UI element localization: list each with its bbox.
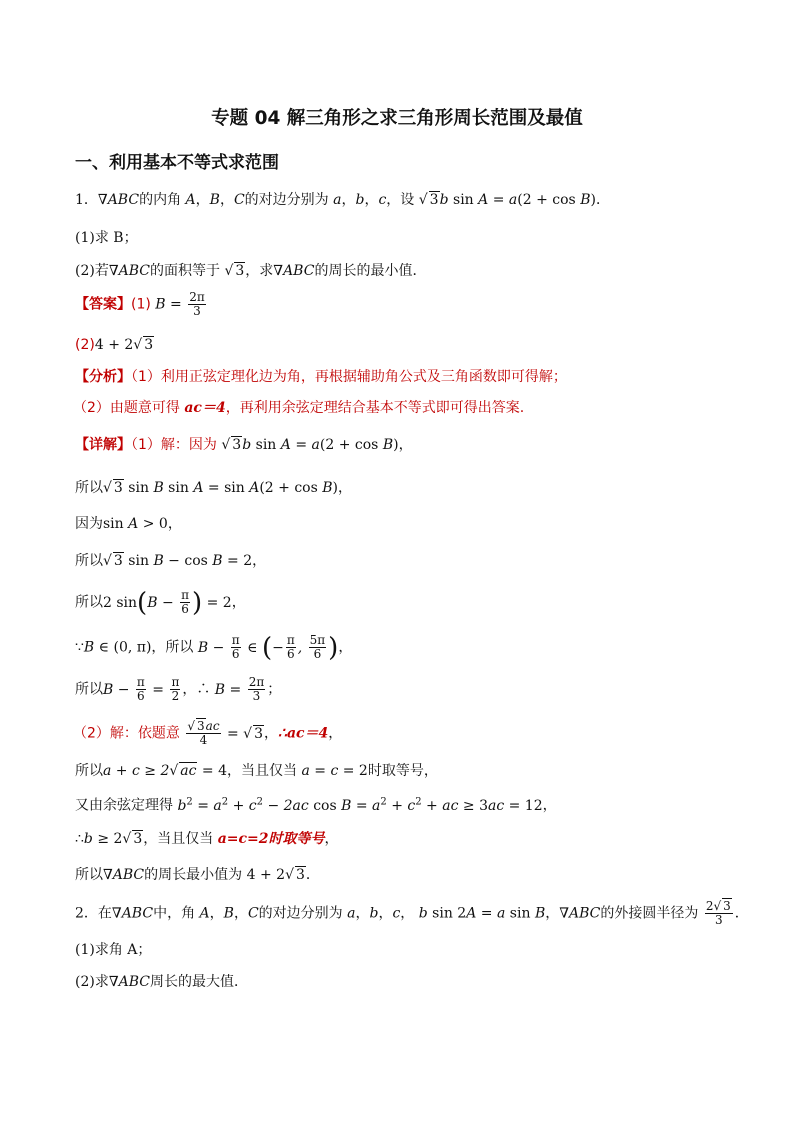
q1-step7: 所以a + c ≥ 2√ ac = 4，当且仅当 a = c = 2时取等号， [75, 763, 438, 779]
section-heading: 一、利用基本不等式求范围 [75, 153, 279, 173]
q1-answer2: (2)4 + 2√ 3 [75, 337, 154, 353]
q1-step9: ∴b ≥ 2√ 3，当且仅当 a=c=2时取等号， [75, 831, 339, 847]
q2-stem: 2．在∇ABC中，角 A，B，C的对边分别为 a，b，c， b sin 2A = a sin B，∇ABC的外接圆半径为 $\frac{2√ 3}{3}$ ． [75, 899, 749, 927]
q1-part1: (1)求 B； [75, 230, 138, 246]
detail-tag: 【详解】 [75, 437, 131, 453]
q1-analysis2: （2）由题意可得 ac＝4，再利用余弦定理结合基本不等式即可得出答案. [73, 400, 525, 416]
analysis-tag: 【分析】 [75, 369, 131, 385]
q1-step8: 又由余弦定理得 $b^2 = a^2 + c^2 - 2ac$ $\cos B = a^2 + c^2$ + ac ≥ 3ac = 12， [75, 796, 557, 814]
q1-detail1: 【详解】（1）解：因为 √ 3b sin A = a(2 + cos B)， [75, 437, 413, 453]
q1-analysis1: 【分析】（1）利用正弦定理化边为角，再根据辅助角公式及三角函数即可得解； [75, 369, 567, 385]
q1-answer: 【答案】(1) B = $\frac{2\pi}{3}$ [75, 290, 205, 318]
q1-part2-solve: （2）解：依题意 $\frac{√ 3ac}{4}$ = √ 3，∴ac＝4， [73, 719, 343, 747]
q1-conclusion: 所以∇ABC的周长最小值为 4 + 2√ 3． [75, 867, 320, 883]
q1-step2: 因为sin A > 0， [75, 516, 182, 532]
q1-step3: 所以√ 3 sin B − cos B = 2， [75, 553, 267, 569]
page-title: 专题 04 解三角形之求三角形周长范围及最值 [211, 108, 583, 129]
q1-part2: (2)若∇ABC的面积等于 √ 3，求∇ABC的周长的最小值． [75, 263, 427, 279]
q1-step1: 所以√ 3 sin B sin A = sin A(2 + cos B)， [75, 480, 353, 496]
q2-part1: (1)求角 A； [75, 942, 152, 958]
q1-stem: 1．∇ABC的内角 A，B，C的对边分别为 a，b，c，设 √ 3b sin A = a(2 + cos B)． [75, 192, 610, 208]
answer-tag: 【答案】 [75, 296, 131, 313]
q1-step4: 所以2 sin(B − $\frac{\pi}{6}$ ) = 2， [75, 587, 246, 618]
q1-step5: ∵B ∈ (0, π)，所以 B − $\frac{\pi}{6}$ ∈ (− $\frac{\pi}{6}$ , $\frac{5\pi}{6}$ )， [75, 632, 353, 663]
q2-part2: (2)求∇ABC周长的最大值． [75, 974, 248, 990]
q1-step6: 所以B − $\frac{\pi}{6}$ = $\frac{\pi}{2}$ ，∴ B = $\frac{2\pi}{3}$ ； [75, 675, 282, 703]
